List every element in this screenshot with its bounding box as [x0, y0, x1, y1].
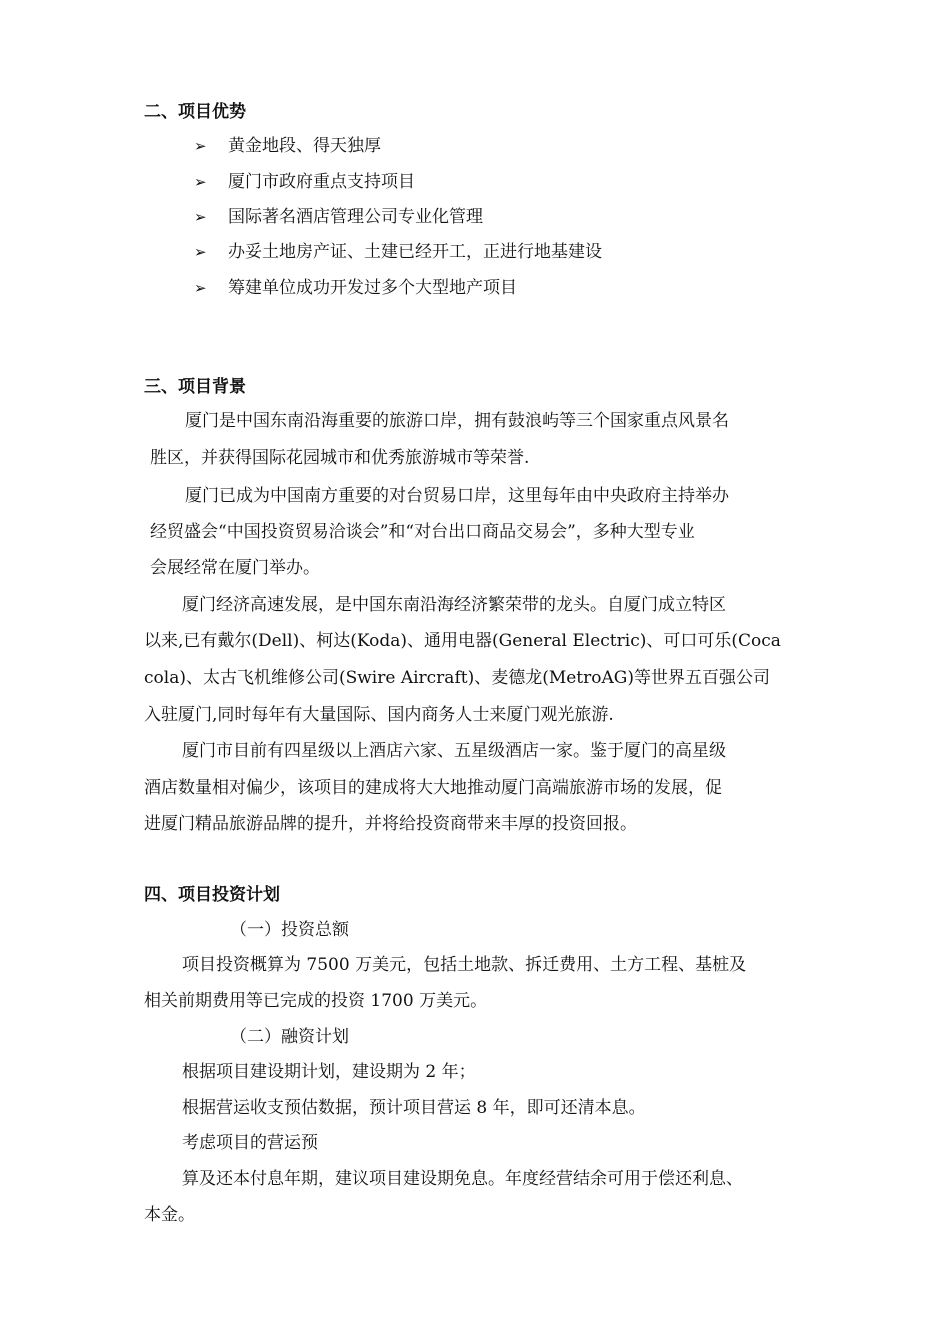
paragraph-line: 考虑项目的营运预 — [182, 1133, 318, 1153]
section-heading-background: 三、项目背景 — [144, 377, 246, 397]
arrow-bullet-icon: ➢ — [194, 279, 207, 297]
paragraph-line: 厦门是中国东南沿海重要的旅游口岸，拥有鼓浪屿等三个国家重点风景名 — [185, 411, 729, 431]
list-item-text: 厦门市政府重点支持项目 — [228, 172, 415, 192]
paragraph-line: 相关前期费用等已完成的投资 1700 万美元。 — [144, 991, 488, 1011]
paragraph-line: 本金。 — [144, 1205, 195, 1225]
paragraph-line: 根据营运收支预估数据，预计项目营运 8 年，即可还清本息。 — [182, 1098, 646, 1118]
paragraph-line: 酒店数量相对偏少，该项目的建成将大大地推动厦门高端旅游市场的发展，促 — [144, 778, 722, 798]
paragraph-line: 胜区，并获得国际花园城市和优秀旅游城市等荣誉. — [150, 448, 530, 468]
arrow-bullet-icon: ➢ — [194, 243, 207, 261]
list-item-text: 黄金地段、得天独厚 — [228, 136, 381, 156]
paragraph-line: 以来,已有戴尔(Dell)、柯达(Koda)、通用电器(General Electric)、可口可乐(Coca — [144, 631, 781, 651]
list-item — [194, 170, 415, 194]
list-item-text: 国际著名酒店管理公司专业化管理 — [228, 207, 483, 227]
list-item-text: 筹建单位成功开发过多个大型地产项目 — [228, 278, 517, 298]
paragraph-line: cola)、太古飞机维修公司(Swire Aircraft)、麦德龙(MetroAG)等世界五百强公司 — [144, 668, 770, 688]
paragraph-line: 根据项目建设期计划，建设期为 2 年； — [182, 1062, 476, 1082]
paragraph-line: 厦门市目前有四星级以上酒店六家、五星级酒店一家。鉴于厦门的高星级 — [182, 741, 726, 761]
list-item — [194, 134, 381, 158]
section-heading-advantages: 二、项目优势 — [144, 102, 246, 122]
paragraph-line: 厦门经济高速发展，是中国东南沿海经济繁荣带的龙头。自厦门成立特区 — [182, 595, 726, 615]
subsection-heading-financing-plan: （二）融资计划 — [230, 1027, 349, 1047]
list-item — [194, 240, 602, 264]
section-heading-investment-plan: 四、项目投资计划 — [144, 885, 280, 905]
paragraph-line: 厦门已成为中国南方重要的对台贸易口岸，这里每年由中央政府主持举办 — [185, 486, 729, 506]
paragraph-line: 会展经常在厦门举办。 — [150, 558, 320, 578]
subsection-heading-total-investment: （一）投资总额 — [230, 920, 349, 940]
paragraph-line: 算及还本付息年期，建议项目建设期免息。年度经营结余可用于偿还利息、 — [182, 1169, 743, 1189]
list-item — [194, 276, 517, 300]
list-item-text: 办妥土地房产证、土建已经开工，正进行地基建设 — [228, 242, 602, 262]
paragraph-line: 进厦门精品旅游品牌的提升，并将给投资商带来丰厚的投资回报。 — [144, 814, 637, 834]
paragraph-line: 入驻厦门,同时每年有大量国际、国内商务人士来厦门观光旅游. — [144, 705, 614, 725]
paragraph-line: 经贸盛会“中国投资贸易洽谈会”和“对台出口商品交易会”，多种大型专业 — [150, 522, 695, 542]
paragraph-line: 项目投资概算为 7500 万美元，包括土地款、拆迁费用、土方工程、基桩及 — [182, 955, 747, 975]
arrow-bullet-icon: ➢ — [194, 137, 207, 155]
arrow-bullet-icon: ➢ — [194, 173, 207, 191]
list-item — [194, 205, 483, 229]
arrow-bullet-icon: ➢ — [194, 208, 207, 226]
